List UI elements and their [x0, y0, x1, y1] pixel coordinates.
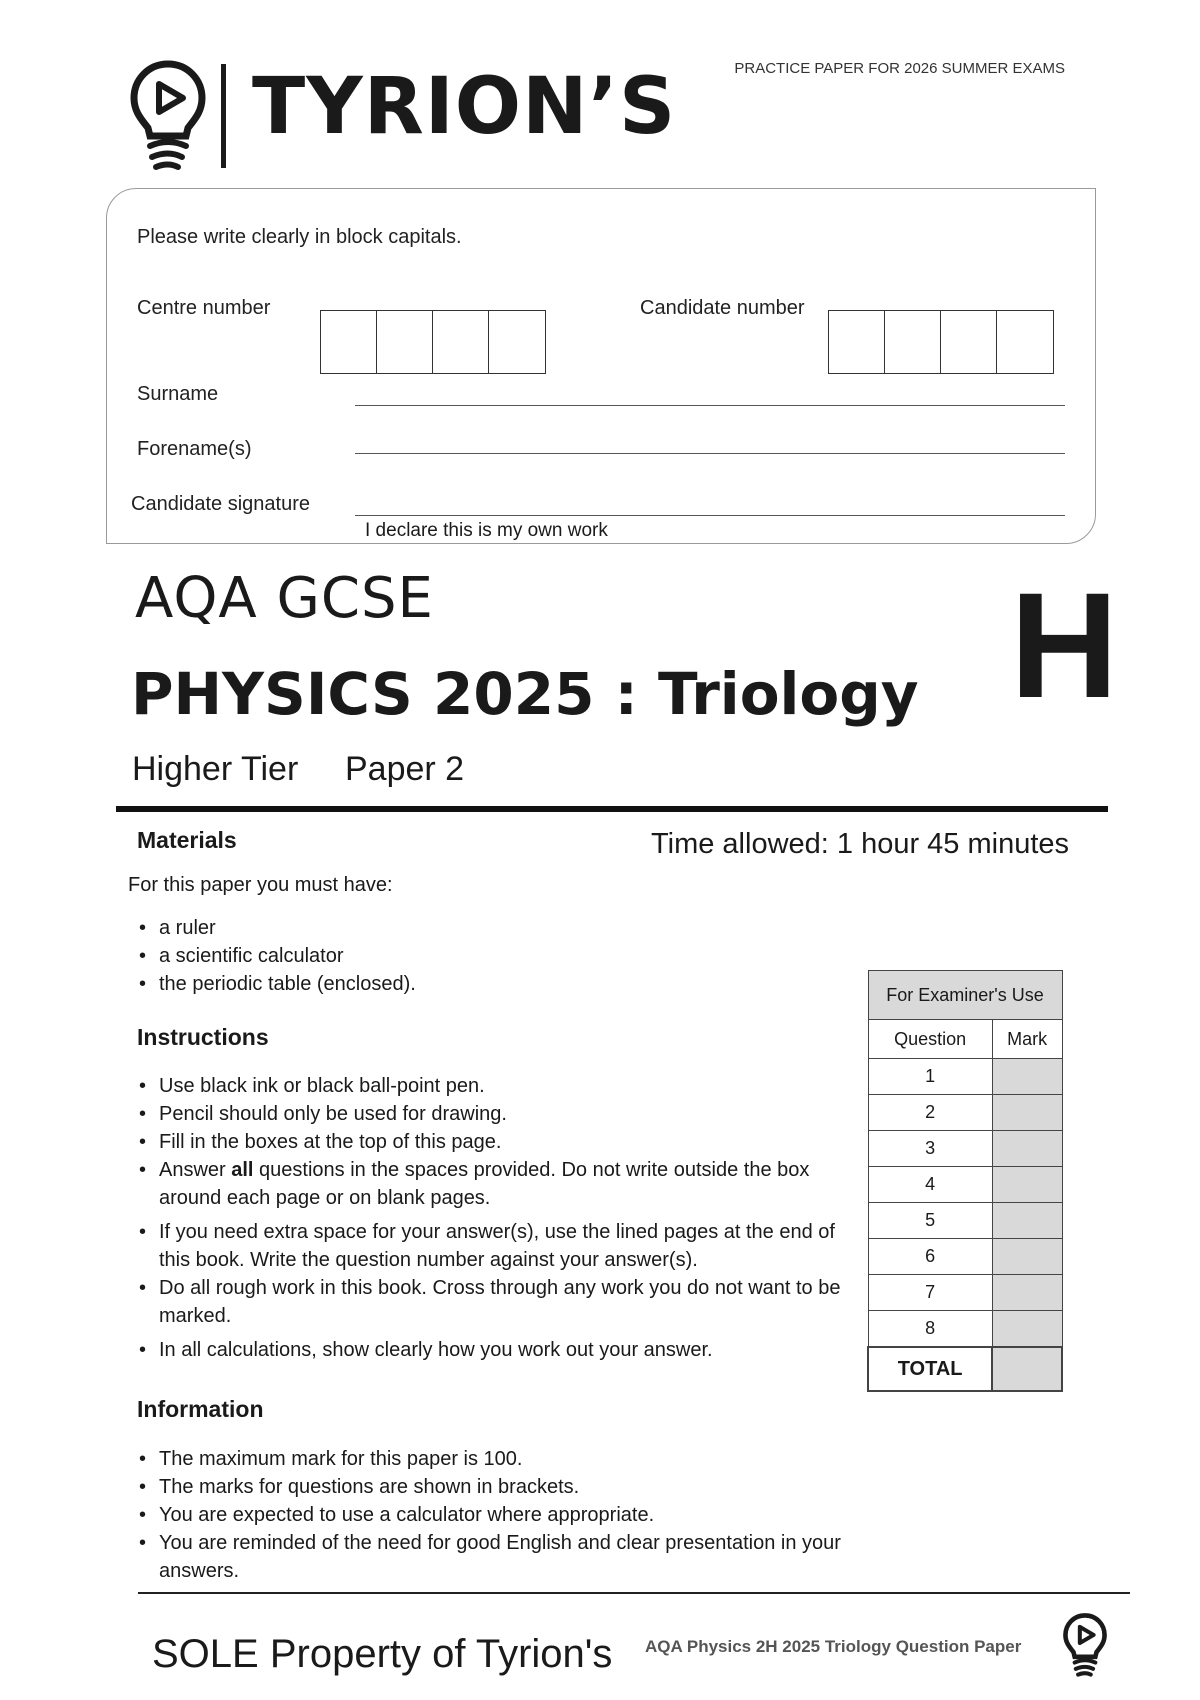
title-divider: [116, 806, 1108, 812]
footer-paper-name: AQA Physics 2H 2025 Triology Question Paper: [645, 1637, 1022, 1656]
mark-cell[interactable]: [992, 1167, 1062, 1203]
list-item: • You are expected to use a calculator where appropriate.: [137, 1501, 857, 1529]
candidate-number-boxes[interactable]: [828, 310, 1054, 374]
question-number: 3: [868, 1131, 992, 1167]
list-item: • Fill in the boxes at the top of this page.: [137, 1128, 857, 1156]
table-row: [868, 1311, 1062, 1348]
centre-digit-box[interactable]: [489, 311, 545, 373]
table-row: [868, 1275, 1062, 1311]
property-notice: SOLE Property of Tyrion's: [152, 1632, 613, 1676]
list-item: • Do all rough work in this book. Cross through any work you do not want to be marked.: [137, 1274, 857, 1330]
information-list: [137, 1445, 857, 1585]
exam-board-title: AQA GCSE: [135, 566, 434, 631]
candidate-digit-box[interactable]: [885, 311, 941, 373]
centre-number-label: Centre number: [137, 297, 271, 319]
centre-number-boxes[interactable]: [320, 310, 546, 374]
list-item: • Pencil should only be used for drawing.: [137, 1100, 857, 1128]
practice-label: PRACTICE PAPER FOR 2026 SUMMER EXAMS: [734, 60, 1065, 77]
tier-letter: H: [1010, 561, 1119, 729]
list-item: • If you need extra space for your answer(s), use the lined pages at the end of this book. Write the question number against your answer(s).: [137, 1218, 857, 1274]
subject-title: PHYSICS 2025 : Triology: [131, 660, 919, 728]
table-row: [868, 1095, 1062, 1131]
table-row: [868, 1239, 1062, 1275]
list-item: • a scientific calculator: [137, 942, 416, 970]
candidate-digit-box[interactable]: [997, 311, 1053, 373]
mark-cell[interactable]: [992, 1311, 1062, 1348]
total-mark-cell[interactable]: [992, 1347, 1062, 1391]
table-row: [868, 1131, 1062, 1167]
candidate-number-label: Candidate number: [640, 297, 805, 319]
list-item: • the periodic table (enclosed).: [137, 970, 416, 998]
signature-label: Candidate signature: [131, 493, 311, 515]
candidate-digit-box[interactable]: [829, 311, 885, 373]
declaration-text: I declare this is my own work: [365, 520, 608, 541]
materials-intro: For this paper you must have:: [128, 874, 393, 896]
list-item: • a ruler: [137, 914, 416, 942]
table-row: [868, 1203, 1062, 1239]
examiner-table-title: For Examiner's Use: [868, 971, 1062, 1020]
materials-list: [137, 914, 416, 998]
block-capitals-instruction: Please write clearly in block capitals.: [137, 226, 462, 248]
list-item: • Answer all questions in the spaces provided. Do not write outside the box around each page or on blank pages.: [137, 1156, 857, 1212]
question-number: 8: [868, 1311, 992, 1348]
table-row: [868, 1059, 1062, 1095]
time-allowed: Time allowed: 1 hour 45 minutes: [651, 828, 1070, 860]
table-row: [868, 1167, 1062, 1203]
list-item: • You are reminded of the need for good English and clear presentation in your answers.: [137, 1529, 857, 1585]
list-item: • Use black ink or black ball-point pen.: [137, 1072, 857, 1100]
list-item: • The maximum mark for this paper is 100.: [137, 1445, 857, 1473]
logo-divider: [221, 64, 226, 168]
question-number: 5: [868, 1203, 992, 1239]
surname-field[interactable]: [355, 405, 1065, 406]
question-number: 4: [868, 1167, 992, 1203]
examiner-use-table: [867, 970, 1063, 1392]
question-number: 1: [868, 1059, 992, 1095]
question-number: 7: [868, 1275, 992, 1311]
centre-digit-box[interactable]: [321, 311, 377, 373]
surname-label: Surname: [137, 383, 219, 405]
tier-label: Higher Tier: [132, 750, 299, 788]
brand-name: TYRION’S: [252, 62, 677, 152]
instructions-list: [137, 1072, 857, 1364]
instructions-heading: Instructions: [137, 1024, 269, 1050]
footer-divider: [138, 1592, 1130, 1594]
total-row: [868, 1347, 1062, 1391]
mark-cell[interactable]: [992, 1059, 1062, 1095]
forename-label: Forename(s): [137, 438, 252, 460]
list-item: • The marks for questions are shown in brackets.: [137, 1473, 857, 1501]
total-label: TOTAL: [868, 1347, 992, 1391]
centre-digit-box[interactable]: [377, 311, 433, 373]
centre-digit-box[interactable]: [433, 311, 489, 373]
list-item: • In all calculations, show clearly how you work out your answer.: [137, 1336, 857, 1364]
mark-cell[interactable]: [992, 1239, 1062, 1275]
candidate-digit-box[interactable]: [941, 311, 997, 373]
forename-field[interactable]: [355, 453, 1065, 454]
mark-cell[interactable]: [992, 1203, 1062, 1239]
mark-cell[interactable]: [992, 1131, 1062, 1167]
lightbulb-play-icon: [128, 58, 208, 173]
question-number: 6: [868, 1239, 992, 1275]
paper-label: Paper 2: [345, 750, 465, 788]
question-column-header: Question: [868, 1020, 992, 1059]
mark-column-header: Mark: [992, 1020, 1062, 1059]
information-heading: Information: [137, 1396, 264, 1422]
mark-cell[interactable]: [992, 1275, 1062, 1311]
materials-heading: Materials: [137, 827, 237, 853]
lightbulb-play-icon: [1062, 1605, 1108, 1685]
signature-field[interactable]: [355, 515, 1065, 516]
mark-cell[interactable]: [992, 1095, 1062, 1131]
question-number: 2: [868, 1095, 992, 1131]
